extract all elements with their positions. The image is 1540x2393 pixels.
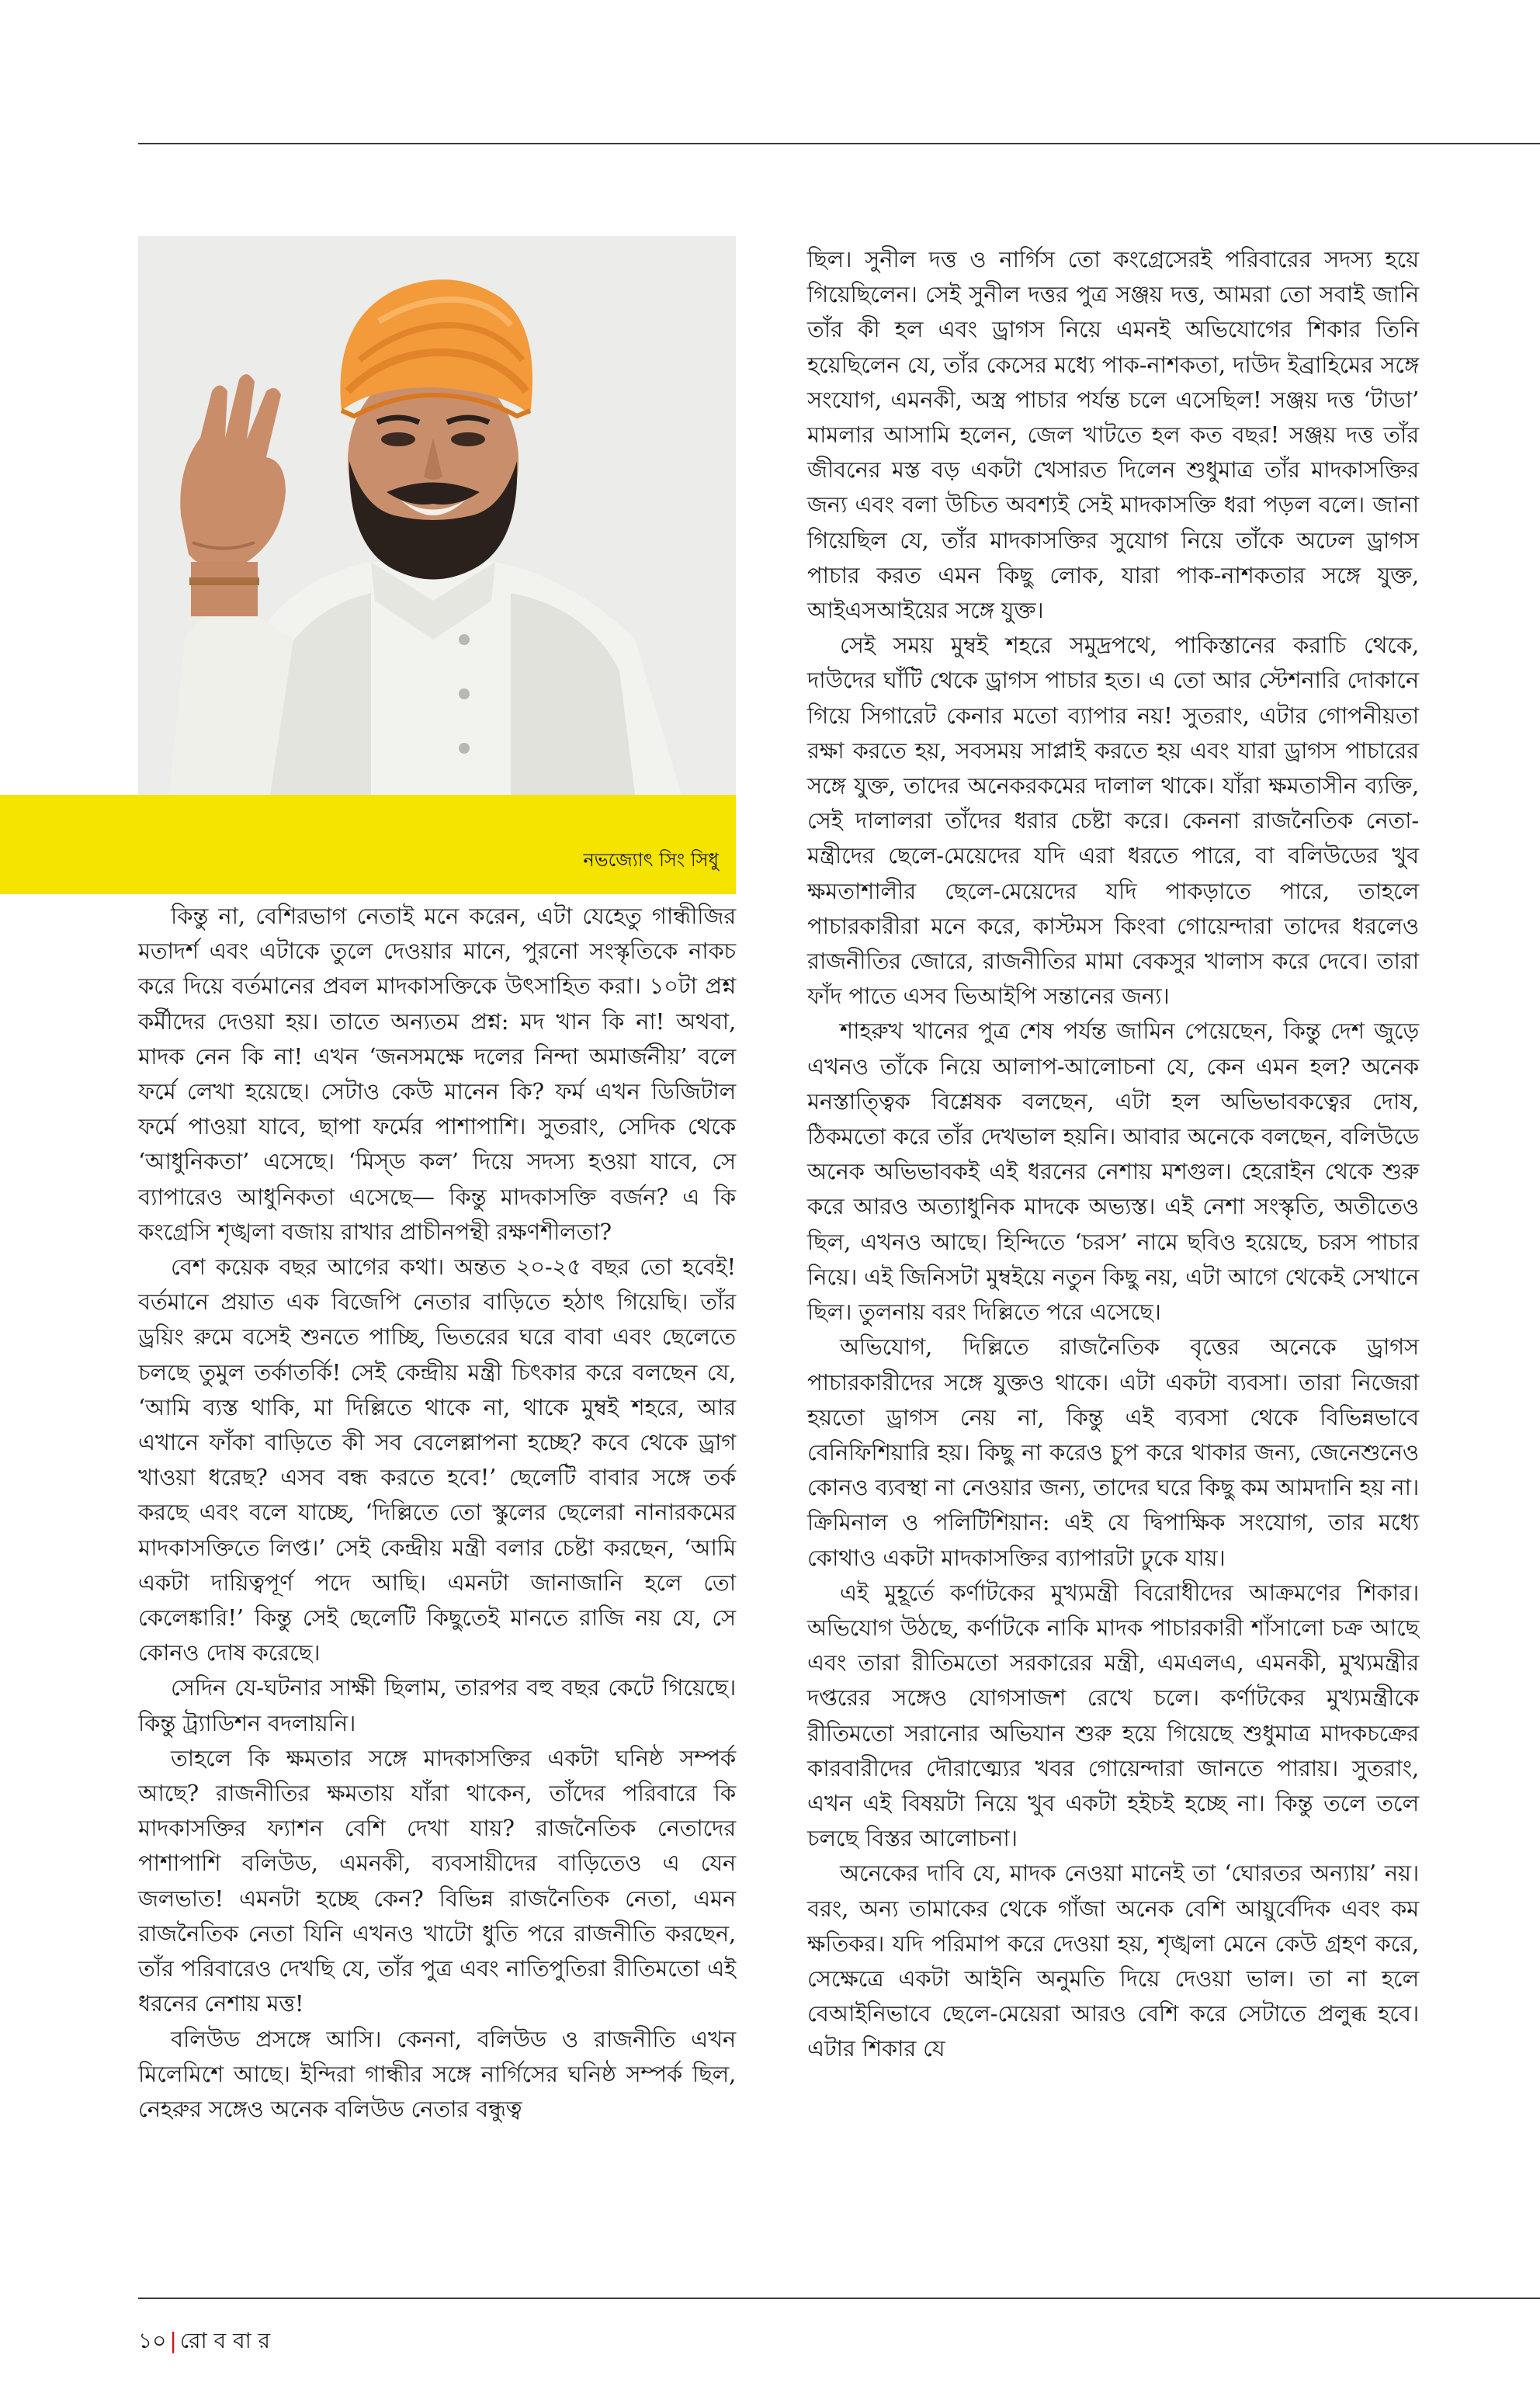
portrait-photo	[138, 236, 736, 795]
photo-caption-bar	[0, 795, 736, 894]
page-folio	[138, 2324, 270, 2360]
paragraph: কিন্তু না, বেশিরভাগ নেতাই মনে করেন, এটা যেহেতু গান্ধীজির মতাদর্শ এবং এটাকে তুলে দেওয়ার মানে, পুরনো সংস্কৃতিকে নাকচ করে দিয়ে বর্তমানের প্রবল মাদকাসক্তিকে উৎসাহিত করা। ১০টা প্রশ্ন কর্মীদের দেওয়া হয়। তাতে অন্যতম প্রশ্ন: মদ খান কি না! অথবা, মাদক নেন কি না! এখন ‘জনসমক্ষে দলের নিন্দা অমার্জনীয়’ বলে ফর্মে লেখা হয়েছে। সেটাও কেউ মানেন কি? ফর্ম এখন ডিজিটাল ফর্মে পাওয়া যাবে, ছাপা ফর্মের পাশাপাশি। সুতরাং, সেদিক থেকে ‘আধুনিকতা’ এসেছে। ‘মিস্ড কল’ দিয়ে সদস্য হওয়া যাবে, সে ব্যাপারেও আধুনিকতা এসেছে— কিন্তু মাদকাসক্তি বর্জন? এ কি কংগ্রেসি শৃঙ্খলা বজায় রাখার প্রাচীনপন্থী রক্ষণশীলতা?	[138, 903, 736, 1245]
bottom-rule	[138, 2298, 1540, 2299]
paragraph: বেশ কয়েক বছর আগের কথা। অন্তত ২০-২৫ বছর তো হবেই! বর্তমানে প্রয়াত এক বিজেপি নেতার বাড়িতে হঠাৎ গিয়েছি। তাঁর ড্রয়িং রুমে বসেই শুনতে পাচ্ছি, ভিতরের ঘরে বাবা এবং ছেলেতে চলছে তুমুল তর্কাতর্কি! সেই কেন্দ্রীয় মন্ত্রী চিৎকার করে বলছেন যে, ‘আমি ব্যস্ত থাকি, মা দিল্লিতে থাকে না, থাকে মুম্বই শহরে, আর এখানে ফাঁকা বাড়িতে কী সব বেলেল্লাপনা হচ্ছে? কবে থেকে ড্রাগ খাওয়া ধরেছ? এসব বন্ধ করতে হবে!’ ছেলেটি বাবার সঙ্গে তর্ক করছে এবং বলে যাচ্ছে, ‘দিল্লিতে তো স্কুলের ছেলেরা নানারকমের মাদকাসক্তিতে লিপ্ত।’ সেই কেন্দ্রীয় মন্ত্রী বলার চেষ্টা করছেন, ‘আমি একটা দায়িত্বপূর্ণ পদে আছি। এমনটা জানাজানি হলে তো কেলেঙ্কারি!’ কিন্তু সেই ছেলেটি কিছুতেই মানতে রাজি নয় যে, সে কোনও দোষ করেছে।	[138, 1254, 736, 1666]
photo-caption: নভজ্যোৎ সিং সিধু	[583, 849, 719, 871]
folio-separator: |	[169, 2328, 177, 2353]
paragraph: তাহলে কি ক্ষমতার সঙ্গে মাদকাসক্তির একটা ঘনিষ্ঠ সম্পর্ক আছে? রাজনীতির ক্ষমতায় যাঁরা থাকেন, তাঁদের পরিবারে কি মাদকাসক্তির ফ্যাশন বেশি দেখা যায়? রাজনৈতিক নেতাদের পাশাপাশি বলিউড, এমনকী, ব্যবসায়ীদের বাড়িতেও এ যেন জলভাত! এমনটা হচ্ছে কেন? বিভিন্ন রাজনৈতিক নেতা, এমন রাজনৈতিক নেতা যিনি এখনও খাটো ধুতি পরে রাজনীতি করছেন, তাঁর পরিবারেও দেখছি যে, তাঁর পুত্র এবং নাতিপুতিরা রীতিমতো এই ধরনের নেশায় মত্ত!	[138, 1744, 736, 2017]
paragraph: বলিউড প্রসঙ্গে আসি। কেননা, বলিউড ও রাজনীতি এখন মিলেমিশে আছে। ইন্দিরা গান্ধীর সঙ্গে নার্গিসের ঘনিষ্ঠ সম্পর্ক ছিল, নেহরুর সঙ্গেও অনেক বলিউড নেতার বন্ধুত্ব	[138, 2025, 736, 2122]
page-number: ১০	[138, 2328, 167, 2353]
paragraph: অভিযোগ, দিল্লিতে রাজনৈতিক বৃত্তের অনেকে ড্রাগস পাচারকারীদের সঙ্গে যুক্তও থাকে। এটা একটা ব্যবসা। তারা নিজেরা হয়তো ড্রাগস নেয় না, কিন্তু এই ব্যবসা থেকে বিভিন্নভাবে বেনিফিশিয়ারি হয়। কিছু না করেও চুপ করে থাকার জন্য, জেনেশুনেও কোনও ব্যবস্থা না নেওয়ার জন্য, তাদের ঘরে কিছু কম আমদানি হয় না। ক্রিমিনাল ও পলিটিশিয়ান: এই যে দ্বিপাক্ষিক সংযোগ, তার মধ্যে কোথাও একটা মাদকাসক্তির ব্যাপারটা ঢুকে যায়।	[807, 1333, 1419, 1571]
paragraph: সেদিন যে-ঘটনার সাক্ষী ছিলাম, তারপর বহু বছর কেটে গিয়েছে। কিন্তু ট্র্যাডিশন বদলায়নি।	[138, 1674, 736, 1736]
paragraph: অনেকের দাবি যে, মাদক নেওয়া মানেই তা ‘ঘোরতর অন্যায়’ নয়। বরং, অন্য তামাকের থেকে গাঁজা অনেক বেশি আয়ুর্বেদিক এবং কম ক্ষতিকর। যদি পরিমাপ করে দেওয়া হয়, শৃঙ্খলা মেনে কেউ গ্রহণ করে, সেক্ষেত্রে একটা আইনি অনুমতি দিয়ে দেওয়া ভাল। তা না হলে বেআইনিভাবে ছেলে-মেয়েরা আরও বেশি করে সেটাতে প্রলুব্ধ হবে। এটার শিকার যে	[807, 1860, 1419, 2062]
right-column	[807, 242, 1419, 2067]
top-rule	[138, 143, 1540, 144]
paragraph: ছিল। সুনীল দত্ত ও নার্গিস তো কংগ্রেসেরই পরিবারের সদস্য হয়ে গিয়েছিলেন। সেই সুনীল দত্তর পুত্র সঞ্জয় দত্ত, আমরা তো সবাই জানি তাঁর কী হল এবং ড্রাগস নিয়ে এমনই অভিযোগের শিকার তিনি হয়েছিলেন যে, তাঁর কেসের মধ্যে পাক-নাশকতা, দাউদ ইব্রাহিমের সঙ্গে সংযোগ, এমনকী, অস্ত্র পাচার পর্যন্ত চলে এসেছিল! সঞ্জয় দত্ত ‘টাডা’ মামলার আসামি হলেন, জেল খাটতে হল কত বছর! সঞ্জয় দত্ত তাঁর জীবনের মস্ত বড় একটা খেসারত দিলেন শুধুমাত্র তাঁর মাদকাসক্তির জন্য এবং বলা উচিত অবশ্যই সেই মাদকাসক্তি ধরা পড়ল বলে। জানা গিয়েছিল যে, তাঁর মাদকাসক্তির সুযোগ নিয়ে তাঁকে অঢেল ড্রাগস পাচার করত এমন কিছু লোক, যারা পাক-নাশকতার সঙ্গে যুক্ত, আইএসআইয়ের সঙ্গে যুক্ত।	[807, 246, 1419, 624]
left-column	[138, 899, 736, 2127]
paragraph: সেই সময় মুম্বই শহরে সমুদ্রপথে, পাকিস্তানের করাচি থেকে, দাউদের ঘাঁটি থেকে ড্রাগস পাচার হত। এ তো আর স্টেশনারি দোকানে গিয়ে সিগারেট কেনার মতো ব্যাপার নয়! সুতরাং, এটার গোপনীয়তা রক্ষা করতে হয়, সবসময় সাপ্লাই করতে হয় এবং যারা ড্রাগস পাচারের সঙ্গে যুক্ত, তাদের অনেকরকমের দালাল থাকে। যাঁরা ক্ষমতাসীন ব্যক্তি, সেই দালালরা তাঁদের ধরার চেষ্টা করে। কেননা রাজনৈতিক নেতা-মন্ত্রীদের ছেলে-মেয়েদের যদি এরা ধরতে পারে, বা বলিউডের খুব ক্ষমতাশালীর ছেলে-মেয়েদের যদি পাকড়াতে পারে, তাহলে পাচারকারীরা মনে করে, কাস্টমস কিংবা গোয়েন্দারা তাদের ধরলেও রাজনীতির জোরে, রাজনীতির মামা বেকসুর খালাস করে দেবে। তারা ফাঁদ পাতে এসব ভিআইপি সন্তানের জন্য।	[807, 632, 1419, 1010]
paragraph: শাহরুখ খানের পুত্র শেষ পর্যন্ত জামিন পেয়েছেন, কিন্তু দেশ জুড়ে এখনও তাঁকে নিয়ে আলাপ-আলোচনা যে, কেন এমন হল? অনেক মনস্তাত্ত্বিক বিশ্লেষক বলছেন, এটা হল অভিভাবকত্বের দোষ, ঠিকমতো করে তাঁর দেখভাল হয়নি। আবার অনেকে বলছেন, বলিউডে অনেক অভিভাবকই এই ধরনের নেশায় মশগুল। হেরোইন থেকে শুরু করে আরও অত্যাধুনিক মাদকে অভ্যস্ত। এই নেশা সংস্কৃতি, অতীতেও ছিল, এখনও আছে। হিন্দিতে ‘চরস’ নামে ছবিও হয়েছে, চরস পাচার নিয়ে। এই জিনিসটা মুম্বইয়ে নতুন কিছু নয়, এটা আগে থেকেই সেখানে ছিল। তুলনায় বরং দিল্লিতে পরে এসেছে।	[807, 1018, 1419, 1326]
paragraph: এই মুহূর্তে কর্ণাটকের মুখ্যমন্ত্রী বিরোধীদের আক্রমণের শিকার। অভিযোগ উঠছে, কর্ণাটকে নাকি মাদক পাচারকারী শাঁসালো চক্র আছে এবং তারা রীতিমতো সরকারের মন্ত্রী, এমএলএ, এমনকী, মুখ্যমন্ত্রীর দপ্তরের সঙ্গেও যোগসাজশ রেখে চলে। কর্ণাটকের মুখ্যমন্ত্রীকে রীতিমতো সরানোর অভিযান শুরু হয়ে গিয়েছে শুধুমাত্র মাদকচক্রের কারবারীদের দৌরাত্ম্যের খবর গোয়েন্দারা জানতে পারায়। সুতরাং, এখন এই বিষয়টা নিয়ে খুব একটা হইচই হচ্ছে না। কিন্তু তলে তলে চলছে বিস্তর আলোচনা।	[807, 1579, 1419, 1852]
magazine-name: রো ব বা র	[179, 2328, 271, 2353]
